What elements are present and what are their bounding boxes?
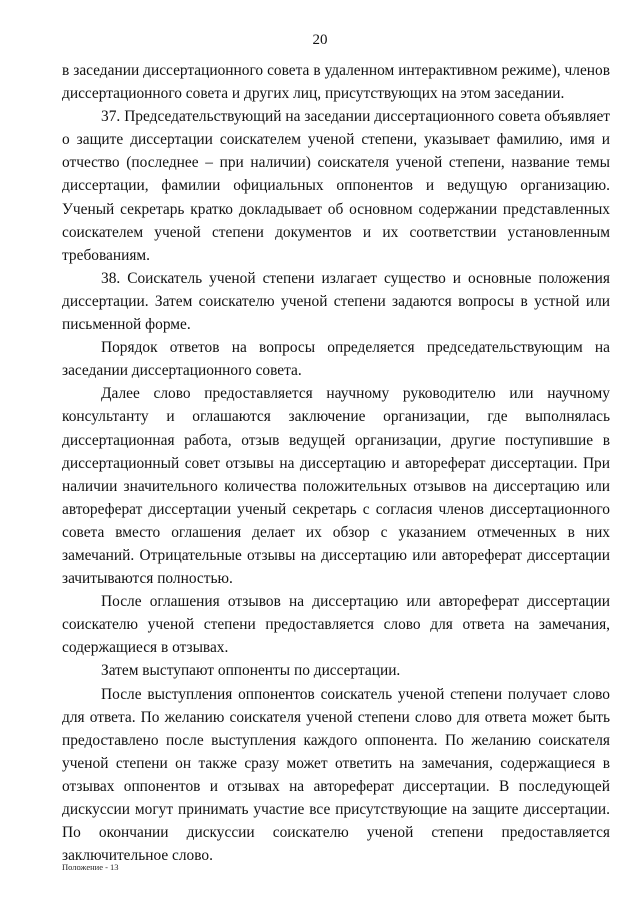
paragraph-opponents: Затем выступают оппоненты по диссертации. <box>101 662 401 680</box>
page-number: 20 <box>312 32 328 48</box>
paragraph-answer-order: Порядок ответов на вопросы определяется председательствующим на заседании диссертационного совета. <box>62 339 610 380</box>
paragraph-discussion: После выступления оппонентов соискатель ученой степени получает слово для ответа. По желанию соискателя ученой степени слово для ответа может быть предоставлено после выступления каждого оппонента. По желанию соискателя ученой степени он также сразу может ответить на замечания, содержащиеся в отзывах оппонентов и отзывах на автореферат диссертации. В последующей дискуссии могут принимать участие все присутствующие на защите диссертации. По окончании дискуссии соискателю ученой степени предоставляется заключительное слово. <box>62 685 610 865</box>
body-text <box>62 59 610 867</box>
paragraph-reply-to-remarks: После оглашения отзывов на диссертацию или автореферат диссертации соискателю ученой степени предоставляется слово для ответа на замечания, содержащиеся в отзывах. <box>62 593 610 657</box>
paragraph-reviews: Далее слово предоставляется научному руководителю или научному консультанту и оглашаются заключение организации, где выполнялась диссертационная работа, отзыв ведущей организации, другие поступившие в диссертационный совет отзывы на диссертацию и автореферат диссертации. При наличии значительного количества положительных отзывов на диссертацию или автореферат диссертации ученый секретарь с согласия членов диссертационного совета вместо оглашения делает их обзор с указанием отмеченных в них замечаний. Отрицательные отзывы на диссертацию или автореферат диссертации зачитываются полностью. <box>62 385 610 588</box>
paragraph-continuation: в заседании диссертационного совета в удаленном интерактивном режиме), членов диссертационного совета и других лиц, присутствующих на этом заседании. <box>62 62 610 103</box>
footer-note: Положение - 13 <box>62 862 119 872</box>
paragraph-37: 37. Председательствующий на заседании диссертационного совета объявляет о защите диссертации соискателем ученой степени, указывает фамилию, имя и отчество (последнее – при наличии) соискателя ученой степени, название темы диссертации, фамилии официальных оппонентов и ведущую организацию. Ученый секретарь кратко докладывает об основном содержании представленных соискателем ученой степени документов и их соответствии установленным требованиям. <box>62 108 610 264</box>
paragraph-38: 38. Соискатель ученой степени излагает существо и основные положения диссертации. Затем соискателю ученой степени задаются вопросы в устной или письменной форме. <box>62 269 610 334</box>
